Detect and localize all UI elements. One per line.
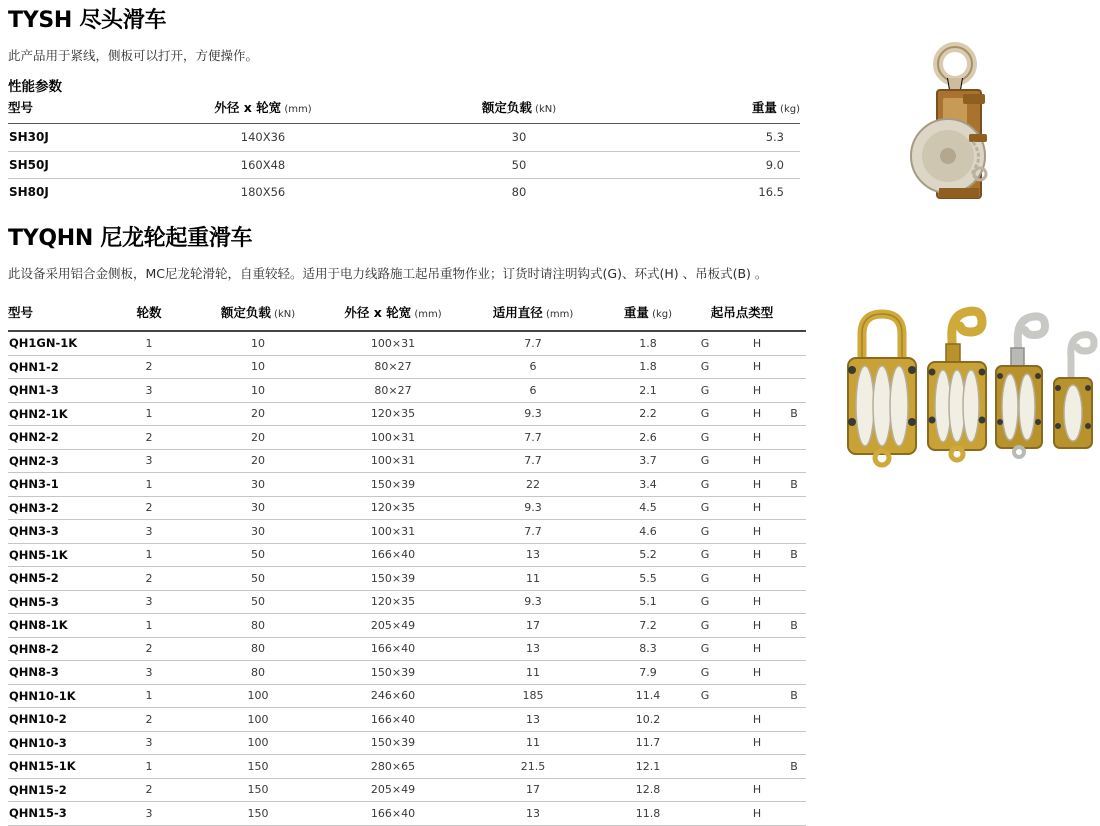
section2-description: 此设备采用铝合金侧板，MC尼龙轮滑轮，自重较轻。适用于电力线路施工起吊重物作业；订货时请注明钩式(G)、环式(H) 、吊板式(B) 。 <box>8 266 768 281</box>
column-header: 轮数 <box>120 297 178 331</box>
model-cell: QHN8-3 <box>8 661 120 685</box>
value-cell <box>678 802 732 826</box>
model-cell: QHN1-2 <box>8 355 120 379</box>
pulley-hook-triple <box>928 311 986 460</box>
table-row <box>8 802 806 826</box>
value-cell: 2 <box>120 708 178 732</box>
pulley-shackle-triple <box>848 314 916 465</box>
value-cell: 50 <box>178 567 338 591</box>
value-cell: 1 <box>120 543 178 567</box>
value-cell: 7.7 <box>448 426 618 450</box>
value-cell <box>782 496 806 520</box>
value-cell: H <box>732 473 782 497</box>
table-row <box>8 543 806 567</box>
value-cell: B <box>782 473 806 497</box>
model-cell: QHN2-3 <box>8 449 120 473</box>
model-cell: QHN10-3 <box>8 731 120 755</box>
value-cell <box>782 708 806 732</box>
value-cell: 100 <box>178 708 338 732</box>
value-cell: 11.7 <box>618 731 678 755</box>
value-cell: H <box>732 402 782 426</box>
value-cell: 4.6 <box>618 520 678 544</box>
value-cell: 22 <box>448 473 618 497</box>
value-cell: 100×31 <box>338 331 448 355</box>
model-cell: QHN2-2 <box>8 426 120 450</box>
value-cell: 180X56 <box>240 185 286 200</box>
value-cell: 7.9 <box>618 661 678 685</box>
value-cell: 5.2 <box>618 543 678 567</box>
value-cell: 6 <box>448 379 618 403</box>
value-cell: 150 <box>178 802 338 826</box>
value-cell: 150×39 <box>338 661 448 685</box>
value-cell: G <box>678 496 732 520</box>
value-cell: G <box>678 449 732 473</box>
table-row <box>8 661 806 685</box>
value-cell: H <box>732 496 782 520</box>
model-cell: QHN3-1 <box>8 473 120 497</box>
table-row <box>8 637 806 661</box>
value-cell: B <box>782 402 806 426</box>
section2-title: TYQHN 尼龙轮起重滑车 <box>8 226 253 251</box>
table-row <box>8 402 806 426</box>
value-cell: 13 <box>448 708 618 732</box>
value-cell: 50 <box>388 151 650 179</box>
tyqhn-product-photo <box>840 300 1098 475</box>
value-cell: 3 <box>120 590 178 614</box>
column-header: 外径 x 轮宽 (mm) <box>138 96 388 124</box>
value-cell: 1.8 <box>618 355 678 379</box>
value-cell: 166×40 <box>338 802 448 826</box>
value-cell: 100 <box>178 731 338 755</box>
table-row <box>8 355 806 379</box>
table-row <box>8 590 806 614</box>
value-cell: 150×39 <box>338 473 448 497</box>
value-cell <box>678 731 732 755</box>
table-row <box>8 496 806 520</box>
table-row <box>8 124 800 152</box>
value-cell: 3 <box>120 802 178 826</box>
value-cell: 20 <box>178 426 338 450</box>
section1-title: TYSH 尽头滑车 <box>8 8 167 33</box>
value-cell <box>782 355 806 379</box>
value-cell: H <box>732 331 782 355</box>
value-cell: H <box>732 661 782 685</box>
value-cell: 280×65 <box>338 755 448 779</box>
value-cell: 9.0 <box>650 151 800 179</box>
value-cell: 6 <box>448 355 618 379</box>
value-cell: G <box>678 637 732 661</box>
value-cell: G <box>678 426 732 450</box>
value-cell: G <box>678 543 732 567</box>
value-cell <box>782 637 806 661</box>
value-cell: G <box>678 567 732 591</box>
nylon-pulley-group-illustration <box>840 300 1098 475</box>
table-header-row <box>8 297 806 331</box>
model-cell: QHN10-1K <box>8 684 120 708</box>
model-cell: QHN3-3 <box>8 520 120 544</box>
value-cell: G <box>678 614 732 638</box>
value-cell: B <box>782 755 806 779</box>
value-cell: H <box>732 520 782 544</box>
model-cell: QHN1-3 <box>8 379 120 403</box>
value-cell: 7.7 <box>448 331 618 355</box>
value-cell: G <box>678 590 732 614</box>
value-cell: 150 <box>178 778 338 802</box>
column-header: 适用直径 (mm) <box>448 297 618 331</box>
value-cell: H <box>732 802 782 826</box>
value-cell: 205×49 <box>338 614 448 638</box>
value-cell: H <box>732 778 782 802</box>
value-cell: 100×31 <box>338 520 448 544</box>
value-cell: 3 <box>120 731 178 755</box>
value-cell: 3.7 <box>618 449 678 473</box>
value-cell: 2.2 <box>618 402 678 426</box>
model-cell: QHN15-3 <box>8 802 120 826</box>
table-row <box>8 755 806 779</box>
value-cell: H <box>732 449 782 473</box>
value-cell: 12.1 <box>618 755 678 779</box>
table-row <box>8 426 806 450</box>
value-cell: 1 <box>120 473 178 497</box>
value-cell: 1.8 <box>618 331 678 355</box>
value-cell: G <box>678 379 732 403</box>
value-cell: 160X48 <box>138 151 388 179</box>
model-cell: SH30J <box>8 124 138 152</box>
model-cell: QHN8-2 <box>8 637 120 661</box>
pulley-hook-single <box>1054 335 1094 448</box>
value-cell <box>732 684 782 708</box>
value-cell: 150×39 <box>338 567 448 591</box>
value-cell: 10 <box>178 355 338 379</box>
value-cell <box>678 708 732 732</box>
table-row <box>8 731 806 755</box>
value-cell: 1 <box>120 331 178 355</box>
table-row <box>8 614 806 638</box>
value-cell: 13 <box>448 802 618 826</box>
value-cell <box>782 567 806 591</box>
value-cell: 11 <box>448 567 618 591</box>
value-cell: 3 <box>120 661 178 685</box>
value-cell: 2 <box>120 355 178 379</box>
model-cell: QHN8-1K <box>8 614 120 638</box>
value-cell: 5.3 <box>650 124 800 152</box>
model-cell: SH80J <box>9 185 49 200</box>
value-cell: 150×39 <box>338 731 448 755</box>
value-cell: 30 <box>178 520 338 544</box>
value-cell <box>782 590 806 614</box>
value-cell <box>782 731 806 755</box>
column-header: 型号 <box>8 297 120 331</box>
model-cell: QHN5-1K <box>8 543 120 567</box>
value-cell: 10 <box>178 331 338 355</box>
value-cell: B <box>782 614 806 638</box>
value-cell: 21.5 <box>448 755 618 779</box>
value-cell: 80 <box>178 614 338 638</box>
tyqhn-spec-table <box>8 297 806 826</box>
value-cell: G <box>678 661 732 685</box>
value-cell: 205×49 <box>338 778 448 802</box>
value-cell: 2.1 <box>618 379 678 403</box>
value-cell: 120×35 <box>338 590 448 614</box>
column-header: 外径 x 轮宽 (mm) <box>338 297 448 331</box>
table-row <box>8 179 800 206</box>
section1-params-heading: 性能参数 <box>8 79 62 95</box>
model-cell: QHN15-1K <box>8 755 120 779</box>
value-cell: 12.8 <box>618 778 678 802</box>
value-cell <box>678 755 732 779</box>
table-row <box>8 331 806 355</box>
model-cell: QHN5-3 <box>8 590 120 614</box>
column-header: 重量 (kg) <box>650 96 800 124</box>
value-cell: 2 <box>120 637 178 661</box>
table-row <box>8 449 806 473</box>
value-cell: 3 <box>120 379 178 403</box>
value-cell: H <box>732 637 782 661</box>
column-header: 起吊点类型 <box>678 297 806 331</box>
value-cell <box>782 802 806 826</box>
value-cell: 30 <box>178 473 338 497</box>
value-cell: 1 <box>120 755 178 779</box>
value-cell: 11 <box>448 731 618 755</box>
value-cell: 20 <box>178 402 338 426</box>
value-cell: 9.3 <box>448 590 618 614</box>
value-cell <box>782 778 806 802</box>
column-header: 额定负载 (kN) <box>388 96 650 124</box>
value-cell: 185 <box>448 684 618 708</box>
value-cell: 2 <box>120 496 178 520</box>
value-cell: H <box>732 379 782 403</box>
value-cell: H <box>732 543 782 567</box>
value-cell: 11.8 <box>618 802 678 826</box>
model-cell: QHN10-2 <box>8 708 120 732</box>
value-cell: 11 <box>448 661 618 685</box>
value-cell: 20 <box>178 449 338 473</box>
value-cell: 13 <box>448 637 618 661</box>
value-cell: 10 <box>178 379 338 403</box>
value-cell: 9.3 <box>448 402 618 426</box>
value-cell: 150 <box>178 755 338 779</box>
model-cell: QH1GN-1K <box>8 331 120 355</box>
value-cell: 8.3 <box>618 637 678 661</box>
value-cell: H <box>732 590 782 614</box>
value-cell: 2 <box>120 426 178 450</box>
value-cell: 80 <box>178 637 338 661</box>
value-cell: H <box>732 614 782 638</box>
value-cell: 17 <box>448 778 618 802</box>
value-cell <box>782 449 806 473</box>
value-cell: 16.5 <box>758 185 784 200</box>
value-cell: 100 <box>178 684 338 708</box>
value-cell: 100×31 <box>338 426 448 450</box>
value-cell: H <box>732 708 782 732</box>
value-cell: 120×35 <box>338 496 448 520</box>
value-cell: G <box>678 520 732 544</box>
value-cell: 9.3 <box>448 496 618 520</box>
value-cell: 80 <box>178 661 338 685</box>
value-cell: 30 <box>388 124 650 152</box>
value-cell: B <box>782 543 806 567</box>
value-cell: 3 <box>120 520 178 544</box>
value-cell: H <box>732 567 782 591</box>
value-cell: G <box>678 402 732 426</box>
value-cell: 30 <box>178 496 338 520</box>
model-cell: SH50J <box>8 151 138 179</box>
column-header: 型号 <box>8 96 138 124</box>
table-row <box>8 379 806 403</box>
value-cell: H <box>732 426 782 450</box>
table-row <box>8 684 806 708</box>
value-cell: 5.5 <box>618 567 678 591</box>
value-cell: 246×60 <box>338 684 448 708</box>
table-row <box>8 708 806 732</box>
model-cell: QHN5-2 <box>8 567 120 591</box>
value-cell: 100×31 <box>338 449 448 473</box>
value-cell: 166×40 <box>338 637 448 661</box>
value-cell <box>782 426 806 450</box>
value-cell: 7.7 <box>448 449 618 473</box>
value-cell: 1 <box>120 684 178 708</box>
value-cell: 166×40 <box>338 708 448 732</box>
value-cell: 2.6 <box>618 426 678 450</box>
value-cell: G <box>678 355 732 379</box>
value-cell: 11.4 <box>618 684 678 708</box>
table-row <box>8 778 806 802</box>
value-cell: 50 <box>178 590 338 614</box>
value-cell: H <box>732 355 782 379</box>
tysh-product-photo <box>903 38 1021 204</box>
section1-description: 此产品用于紧线，侧板可以打开，方便操作。 <box>8 48 259 63</box>
value-cell: B <box>782 684 806 708</box>
value-cell: 120×35 <box>338 402 448 426</box>
tysh-spec-table <box>8 96 800 206</box>
value-cell: G <box>678 331 732 355</box>
value-cell: 166×40 <box>338 543 448 567</box>
value-cell: 2 <box>120 567 178 591</box>
value-cell: 140X36 <box>138 124 388 152</box>
value-cell <box>782 379 806 403</box>
value-cell: G <box>678 684 732 708</box>
table-row <box>8 520 806 544</box>
value-cell: 3.4 <box>618 473 678 497</box>
value-cell <box>782 331 806 355</box>
value-cell: 80×27 <box>338 379 448 403</box>
value-cell: 1 <box>120 402 178 426</box>
value-cell: 80×27 <box>338 355 448 379</box>
value-cell <box>782 661 806 685</box>
value-cell: 13 <box>448 543 618 567</box>
table-row <box>8 567 806 591</box>
value-cell: H <box>732 731 782 755</box>
value-cell: 4.5 <box>618 496 678 520</box>
value-cell <box>678 778 732 802</box>
pulley-hook-double <box>996 316 1045 457</box>
column-header: 重量 (kg) <box>618 297 678 331</box>
value-cell: 10.2 <box>618 708 678 732</box>
end-pulley-illustration <box>903 38 1021 204</box>
model-cell: QHN3-2 <box>8 496 120 520</box>
table-header-row <box>8 96 800 124</box>
value-cell: 1 <box>120 614 178 638</box>
value-cell: 50 <box>178 543 338 567</box>
model-cell: QHN15-2 <box>8 778 120 802</box>
value-cell: 7.7 <box>448 520 618 544</box>
value-cell <box>782 520 806 544</box>
value-cell <box>732 755 782 779</box>
value-cell: 80 <box>511 185 527 200</box>
value-cell: 2 <box>120 778 178 802</box>
column-header: 额定负载 (kN) <box>178 297 338 331</box>
value-cell: 7.2 <box>618 614 678 638</box>
model-cell: QHN2-1K <box>8 402 120 426</box>
table-row <box>8 473 806 497</box>
value-cell: 5.1 <box>618 590 678 614</box>
table-row <box>8 151 800 179</box>
value-cell: 3 <box>120 449 178 473</box>
value-cell: 17 <box>448 614 618 638</box>
value-cell: G <box>678 473 732 497</box>
